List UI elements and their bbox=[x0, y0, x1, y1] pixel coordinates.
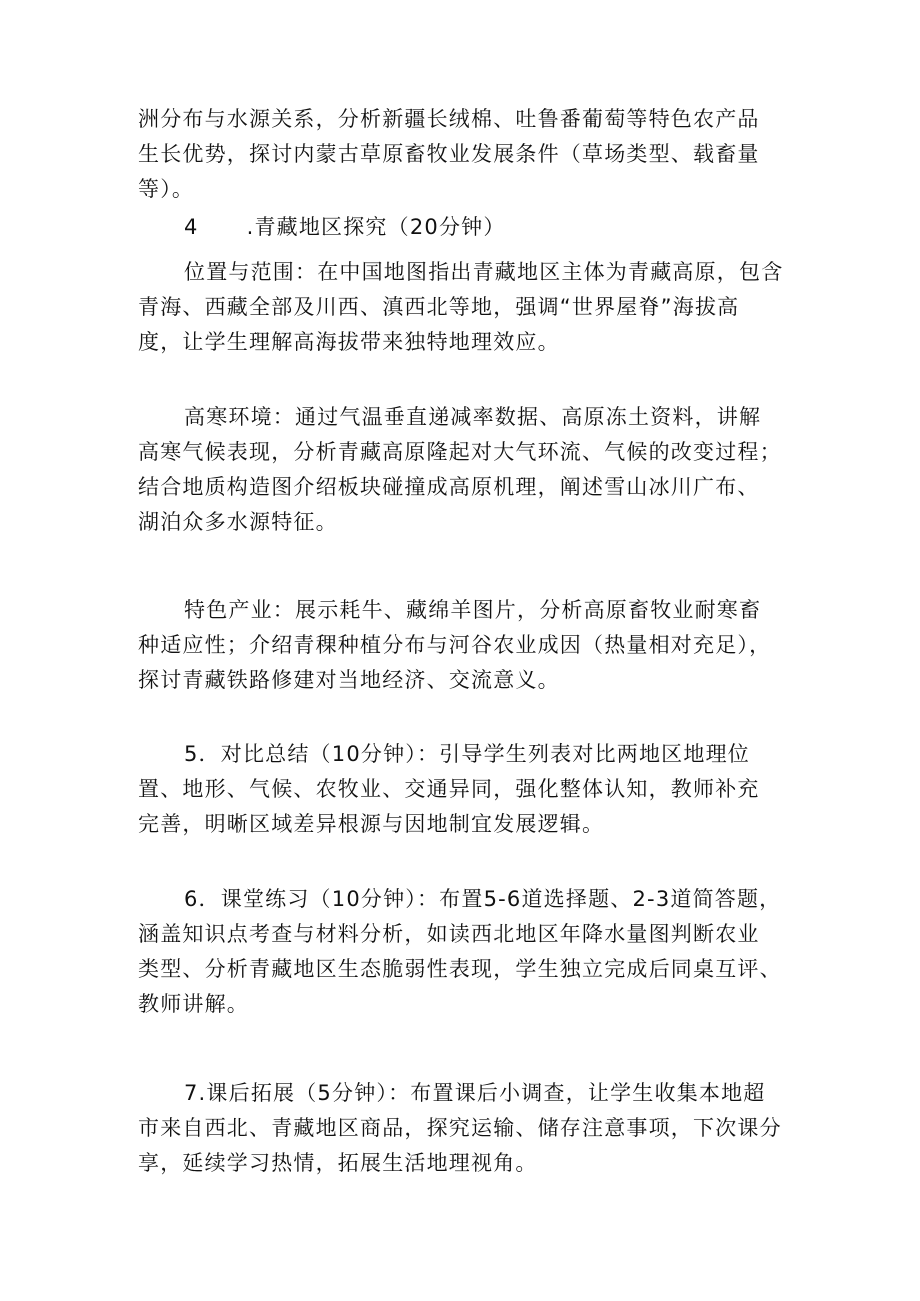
text-line: 湖泊众多水源特征。 bbox=[138, 510, 338, 534]
paragraph-industry bbox=[138, 593, 798, 698]
section-4-heading bbox=[138, 210, 798, 245]
text-line: 种适应性；介绍青稞种植分布与河谷农业成因（热量相对充足）， bbox=[138, 633, 772, 657]
text-line: 置、地形、气候、农牧业、交通异同，强化整体认知，教师补充 bbox=[138, 777, 760, 801]
text-line: 等）。 bbox=[138, 177, 195, 201]
text-line: 探讨青藏铁路修建对当地经济、交流意义。 bbox=[138, 668, 560, 692]
text-line: 青海、西藏全部及川西、滇西北等地，强调“世界屋脊”海拔高 bbox=[138, 295, 740, 319]
text-line: 类型、分析青藏地区生态脆弱性表现，学生独立完成后同桌互评、 bbox=[138, 957, 782, 981]
text-line: 结合地质构造图介绍板块碰撞成高原机理，阐述雪山冰川广布、 bbox=[138, 475, 760, 499]
text-line: 5．对比总结（10分钟）：引导学生列表对比两地区地理位 bbox=[184, 742, 750, 766]
text-line: 享，延续学习热情，拓展生活地理视角。 bbox=[138, 1151, 538, 1175]
text-line: 涵盖知识点考查与材料分析，如读西北地区年降水量图判断农业 bbox=[138, 922, 760, 946]
paragraph-intro-continued bbox=[138, 102, 798, 207]
text-line: 高寒气候表现，分析青藏高原隆起对大气环流、气候的改变过程； bbox=[138, 440, 782, 464]
text-line: 6．课堂练习（10分钟）：布置5-6道选择题、2-3道简答题， bbox=[184, 887, 782, 911]
text-line: 度，让学生理解高海拔带来独特地理效应。 bbox=[138, 330, 560, 354]
section-number: 4 bbox=[184, 215, 199, 239]
text-line: 7.课后拓展（5分钟）：布置课后小调查，让学生收集本地超 bbox=[184, 1081, 766, 1105]
heading-line bbox=[138, 210, 798, 245]
paragraph-section-5 bbox=[138, 737, 798, 842]
paragraph-climate bbox=[138, 400, 798, 540]
paragraph-section-6 bbox=[138, 882, 798, 1022]
text-line: 教师讲解。 bbox=[138, 992, 249, 1016]
paragraph-section-7 bbox=[138, 1076, 798, 1181]
section-title: .青藏地区探究（20分钟） bbox=[246, 215, 506, 239]
text-line: 完善，明晰区域差异根源与因地制宜发展逻辑。 bbox=[138, 812, 605, 836]
text-line: 特色产业：展示耗牛、藏绵羊图片，分析高原畜牧业耐寒畜 bbox=[184, 598, 762, 622]
paragraph-location bbox=[138, 255, 798, 360]
text-line: 市来自西北、青藏地区商品，探究运输、储存注意事项，下次课分 bbox=[138, 1116, 782, 1140]
text-line: 高寒环境：通过气温垂直递减率数据、高原冻土资料，讲解 bbox=[184, 405, 762, 429]
text-line: 生长优势，探讨内蒙古草原畜牧业发展条件（草场类型、载畜量 bbox=[138, 142, 760, 166]
text-line: 位置与范围：在中国地图指出青藏地区主体为青藏高原，包含 bbox=[184, 260, 784, 284]
text-line: 洲分布与水源关系，分析新疆长绒棉、吐鲁番葡萄等特色农产品 bbox=[138, 107, 760, 131]
